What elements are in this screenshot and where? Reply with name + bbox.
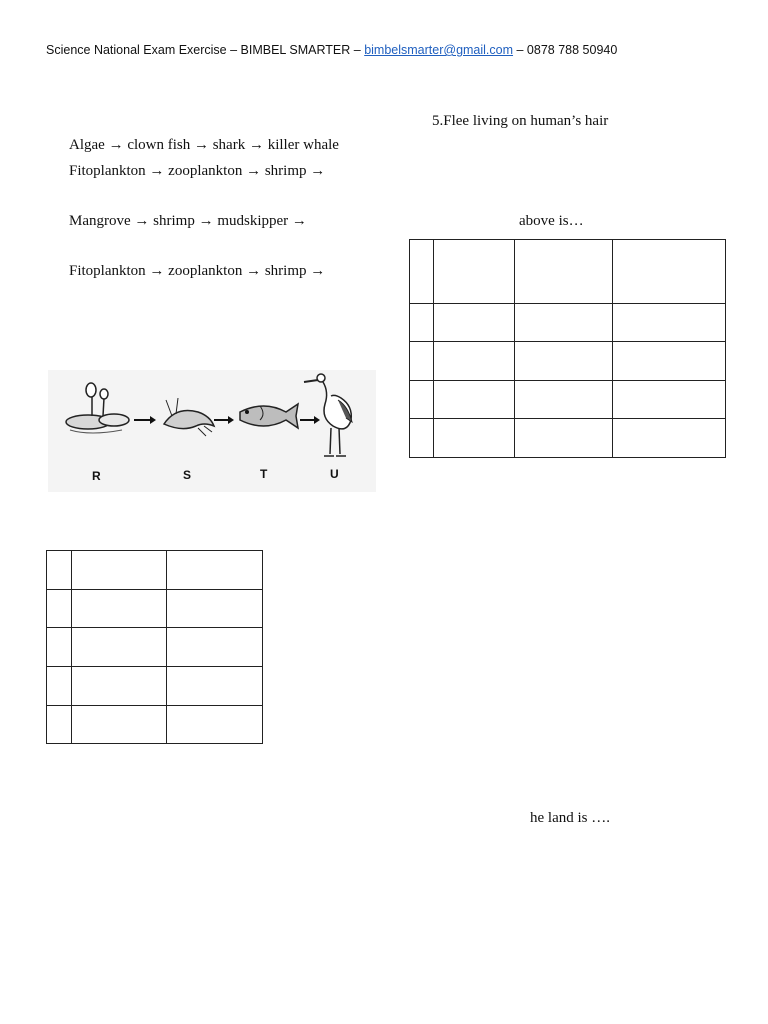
figure-label-r: R — [92, 469, 101, 483]
table-row — [410, 342, 726, 381]
table-row — [410, 240, 726, 304]
water-lily-icon — [66, 383, 129, 433]
answer-table-right — [409, 239, 726, 458]
heron-icon — [304, 374, 352, 456]
food-chain-2: Fitoplankton → zooplankton → shrimp → — [69, 163, 326, 179]
arrow-icon — [214, 416, 234, 424]
question-5: 5.Flee living on human’s hair — [432, 113, 609, 129]
food-chain-figure — [48, 370, 376, 492]
figure-label-t: T — [260, 467, 268, 481]
figure-label-s: S — [183, 468, 192, 482]
shrimp-icon — [164, 398, 214, 436]
header-title: Science National Exam Exercise – BIMBEL SMARTER – — [46, 43, 365, 57]
food-chain-3: Mangrove → shrimp → mudskipper → — [69, 213, 307, 229]
table-row — [47, 551, 263, 590]
arrow-icon — [300, 416, 320, 424]
food-chain-4: Fitoplankton → zooplankton → shrimp → — [69, 263, 326, 279]
table-row — [47, 667, 263, 706]
figure-label-u: U — [330, 467, 339, 481]
page-header — [46, 43, 617, 57]
table-row — [410, 304, 726, 342]
table-row — [47, 706, 263, 744]
answer-table-left — [46, 550, 263, 744]
header-phone: – 0878 788 50940 — [513, 43, 618, 57]
table-row — [47, 628, 263, 667]
table-row — [410, 419, 726, 458]
table-row — [410, 381, 726, 419]
header-email-link[interactable]: bimbelsmarter@gmail.com — [364, 43, 514, 57]
arrow-icon — [134, 416, 156, 424]
question-above: above is… — [519, 213, 584, 229]
fish-icon — [240, 404, 298, 428]
table-row — [47, 590, 263, 628]
food-chain-1: Algae → clown fish → shark → killer whale — [69, 137, 339, 153]
question-land: he land is …. — [530, 810, 610, 826]
